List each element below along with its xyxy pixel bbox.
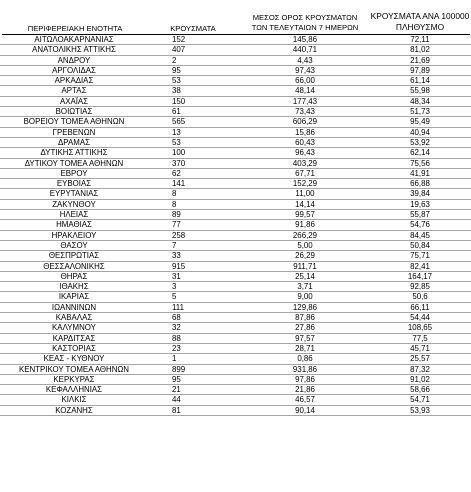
cases-per-100k-cell: 40,94 [410, 127, 430, 137]
table-body [0, 35, 471, 416]
region-name-cell: ΑΡΚΑΔΙΑΣ [54, 76, 94, 86]
region-name-cell: ΒΟΡΕΙΟΥ ΤΟΜΕΑ ΑΘΗΝΩΝ [23, 117, 125, 127]
table-row [0, 406, 471, 416]
seven-day-average-cell: 97,86 [295, 374, 315, 384]
seven-day-average-cell: 90,14 [295, 405, 315, 415]
cases-cell: 53 [172, 76, 181, 86]
seven-day-average-cell: 67,71 [295, 168, 315, 178]
seven-day-average-cell: 73,43 [295, 107, 315, 117]
table-row [0, 272, 471, 282]
table-row [0, 375, 471, 385]
seven-day-average-cell: 11,00 [295, 189, 315, 199]
seven-day-average-cell: 15,86 [295, 127, 315, 137]
region-name-cell: ΗΡΑΚΛΕΙΟΥ [51, 230, 97, 240]
cases-cell: 100 [172, 148, 186, 158]
seven-day-average-cell: 266,29 [292, 230, 318, 240]
header-per-100k-line-2: ΠΛΗΘΥΣΜΟ [395, 22, 445, 32]
cases-cell: 8 [172, 199, 177, 209]
cases-cell: 3 [172, 282, 177, 292]
cases-per-100k-cell: 97,89 [410, 65, 430, 75]
region-name-cell: ΚΟΖΑΝΗΣ [55, 405, 93, 415]
table-row [0, 45, 471, 55]
seven-day-average-cell: 931,86 [292, 364, 318, 374]
cases-cell: 150 [172, 96, 186, 106]
table-row [0, 344, 471, 354]
cases-cell: 111 [172, 302, 184, 312]
cases-cell: 565 [172, 117, 186, 127]
seven-day-average-cell: 60,43 [295, 137, 315, 147]
region-name-cell: ΔΥΤΙΚΗΣ ΑΤΤΙΚΗΣ [40, 148, 108, 158]
cases-per-100k-cell: 75,56 [410, 158, 430, 168]
cases-cell: 44 [172, 395, 181, 405]
table-row [0, 148, 471, 158]
region-name-cell: ΓΡΕΒΕΝΩΝ [52, 127, 96, 137]
cases-cell: 2 [172, 55, 177, 65]
cases-per-100k-cell: 50,84 [410, 240, 430, 250]
table-row [0, 334, 471, 344]
region-name-cell: ΙΚΑΡΙΑΣ [58, 292, 90, 302]
cases-per-100k-cell: 75,71 [410, 251, 430, 261]
region-name-cell: ΘΑΣΟΥ [60, 240, 88, 250]
region-name-cell: ΔΡΑΜΑΣ [58, 137, 90, 147]
region-name-cell: ΚΕΝΤΡΙΚΟΥ ΤΟΜΕΑ ΑΘΗΝΩΝ [18, 364, 130, 374]
region-name-cell: ΕΥΡΥΤΑΝΙΑΣ [49, 189, 99, 199]
cases-per-100k-cell: 25,57 [410, 354, 430, 364]
cases-per-100k-cell: 53,93 [410, 405, 430, 415]
table-row [0, 365, 471, 375]
region-name-cell: ΘΕΣΣΑΛΟΝΙΚΗΣ [43, 261, 105, 271]
header-average-line-2: ΤΩΝ ΤΕΛΕΥΤΑΙΩΝ 7 ΗΜΕΡΩΝ [251, 23, 359, 32]
table-row [0, 97, 471, 107]
seven-day-average-cell: 129,86 [292, 302, 318, 312]
region-name-cell: ΚΙΛΚΙΣ [61, 395, 87, 405]
seven-day-average-cell: 145,86 [292, 35, 318, 44]
region-name-cell: ΚΑΛΥΜΝΟΥ [52, 323, 96, 333]
cases-per-100k-cell: 58,66 [410, 385, 430, 395]
table-row [0, 107, 471, 117]
region-name-cell: ΗΜΑΘΙΑΣ [56, 220, 92, 230]
cases-cell: 21 [172, 385, 181, 395]
cases-per-100k-cell: 92,85 [410, 282, 430, 292]
table-row [0, 138, 471, 148]
cases-per-100k-cell: 66,88 [410, 179, 430, 189]
cases-cell: 62 [172, 168, 181, 178]
table-row [0, 66, 471, 76]
cases-per-100k-cell: 95,49 [410, 117, 430, 127]
region-name-cell: ΕΥΒΟΙΑΣ [56, 179, 92, 189]
seven-day-average-cell: 4,43 [297, 55, 313, 65]
cases-per-100k-cell: 55,87 [410, 210, 430, 220]
cases-per-100k-cell: 82,41 [410, 261, 430, 271]
cases-per-100k-cell: 62,14 [410, 148, 430, 158]
seven-day-average-cell: 606,29 [292, 117, 318, 127]
table-row [0, 128, 471, 138]
cases-cell: 7 [172, 240, 177, 250]
cases-per-100k-cell: 54,76 [410, 220, 430, 230]
region-name-cell: ΑΧΑΪΑΣ [59, 96, 89, 106]
cases-per-100k-cell: 54,71 [410, 395, 430, 405]
cases-cell: 31 [172, 271, 181, 281]
table-row [0, 231, 471, 241]
seven-day-average-cell: 440,71 [292, 45, 318, 55]
seven-day-average-cell: 152,29 [292, 179, 318, 189]
table-row [0, 200, 471, 210]
table-row [0, 251, 471, 261]
region-name-cell: ΑΙΤΩΛΟΑΚΑΡΝΑΝΙΑΣ [34, 35, 114, 44]
cases-per-100k-cell: 51,73 [410, 107, 430, 117]
cases-per-100k-cell: 87,32 [410, 364, 430, 374]
region-name-cell: ΒΟΙΩΤΙΑΣ [55, 107, 93, 117]
cases-per-100k-cell: 39,84 [410, 189, 430, 199]
cases-cell: 38 [172, 86, 181, 96]
region-name-cell: ΖΑΚΥΝΘΟΥ [52, 199, 96, 209]
seven-day-average-cell: 177,43 [292, 96, 318, 106]
table-row [0, 189, 471, 199]
table-row [0, 169, 471, 179]
region-name-cell: ΚΕΑΣ - ΚΥΘΝΟΥ [43, 354, 105, 364]
region-name-cell: ΔΥΤΙΚΟΥ ΤΟΜΕΑ ΑΘΗΝΩΝ [24, 158, 124, 168]
cases-per-100k-cell: 72,11 [410, 35, 430, 44]
cases-cell: 81 [172, 405, 181, 415]
region-name-cell: ΚΕΡΚΥΡΑΣ [53, 374, 95, 384]
region-name-cell: ΙΘΑΚΗΣ [59, 282, 89, 292]
cases-cell: 1 [172, 354, 177, 364]
header-region: ΠΕΡΙΦΕΡΕΙΑΚΗ ΕΝΟΤΗΤΑ [27, 24, 123, 33]
cases-per-100k-cell: 164,17 [407, 271, 433, 281]
cases-cell: 77 [172, 220, 181, 230]
region-name-cell: ΑΡΤΑΣ [61, 86, 87, 96]
seven-day-average-cell: 97,57 [295, 333, 315, 343]
table-row [0, 179, 471, 189]
table-row [0, 313, 471, 323]
region-name-cell: ΚΑΣΤΟΡΙΑΣ [52, 343, 96, 353]
cases-cell: 915 [172, 261, 186, 271]
cases-per-100k-cell: 53,92 [410, 137, 430, 147]
seven-day-average-cell: 66,00 [295, 76, 315, 86]
seven-day-average-cell: 48,14 [295, 86, 315, 96]
cases-cell: 899 [172, 364, 186, 374]
cases-cell: 5 [172, 292, 177, 302]
cases-cell: 32 [172, 323, 181, 333]
cases-per-100k-cell: 45,71 [410, 343, 430, 353]
region-name-cell: ΘΕΣΠΡΩΤΙΑΣ [48, 251, 100, 261]
cases-cell: 95 [172, 374, 181, 384]
cases-per-100k-cell: 50,6 [412, 292, 428, 302]
header-per-100k-line-1: ΚΡΟΥΣΜΑΤΑ ΑΝΑ 100000 [370, 11, 470, 21]
cases-per-100k-cell: 84,45 [410, 230, 430, 240]
region-name-cell: ΑΡΓΟΛΙΔΑΣ [52, 65, 96, 75]
cases-cell: 89 [172, 210, 181, 220]
seven-day-average-cell: 26,29 [295, 251, 315, 261]
region-name-cell: ΗΛΕΙΑΣ [59, 210, 89, 220]
region-name-cell: ΚΑΒΑΛΑΣ [55, 313, 93, 323]
header-average-line-1: ΜΕΣΟΣ ΟΡΟΣ ΚΡΟΥΣΜΑΤΩΝ [252, 13, 358, 22]
seven-day-average-cell: 87,86 [295, 313, 315, 323]
cases-cell: 88 [172, 333, 181, 343]
cases-per-100k-cell: 61,14 [410, 76, 430, 86]
region-name-cell: ΕΒΡΟΥ [60, 168, 88, 178]
seven-day-average-cell: 911,71 [293, 261, 317, 271]
cases-per-100k-cell: 21,69 [410, 55, 430, 65]
cases-cell: 8 [172, 189, 177, 199]
seven-day-average-cell: 27,86 [295, 323, 315, 333]
table-row [0, 241, 471, 251]
table-row [0, 86, 471, 96]
seven-day-average-cell: 5,00 [297, 240, 313, 250]
cases-per-100k-cell: 66,11 [410, 302, 430, 312]
cases-cell: 141 [172, 179, 186, 189]
cases-cell: 258 [172, 230, 186, 240]
seven-day-average-cell: 3,71 [297, 282, 313, 292]
table-row [0, 35, 471, 45]
cases-per-100k-cell: 54,44 [410, 313, 430, 323]
cases-cell: 23 [172, 343, 181, 353]
table-row [0, 117, 471, 127]
cases-per-100k-cell: 41,91 [410, 168, 430, 178]
cases-cell: 152 [172, 35, 186, 44]
seven-day-average-cell: 28,71 [295, 343, 315, 353]
cases-per-100k-cell: 108,65 [407, 323, 433, 333]
seven-day-average-cell: 0,86 [297, 354, 313, 364]
seven-day-average-cell: 14,14 [295, 199, 315, 209]
table-row [0, 323, 471, 333]
cases-cell: 407 [172, 45, 186, 55]
table-row [0, 303, 471, 313]
table-row [0, 159, 471, 169]
cases-cell: 53 [172, 137, 181, 147]
cases-cell: 68 [172, 313, 181, 323]
region-name-cell: ΙΩΑΝΝΙΝΩΝ [51, 302, 97, 312]
seven-day-average-cell: 97,43 [295, 65, 315, 75]
table-row [0, 76, 471, 86]
cases-per-100k-cell: 19,63 [410, 199, 430, 209]
table-row [0, 210, 471, 220]
table-row [0, 220, 471, 230]
seven-day-average-cell: 9,00 [297, 292, 313, 302]
seven-day-average-cell: 46,57 [295, 395, 315, 405]
seven-day-average-cell: 21,86 [295, 385, 315, 395]
seven-day-average-cell: 96,43 [295, 148, 315, 158]
cases-cell: 370 [172, 158, 186, 168]
table-row [0, 292, 471, 302]
table-row [0, 385, 471, 395]
region-name-cell: ΑΝΔΡΟΥ [57, 55, 91, 65]
region-name-cell: ΚΑΡΔΙΤΣΑΣ [52, 333, 96, 343]
table-row [0, 56, 471, 66]
seven-day-average-cell: 403,29 [292, 158, 318, 168]
cases-cell: 95 [172, 65, 181, 75]
table-row [0, 282, 471, 292]
seven-day-average-cell: 25,14 [295, 271, 315, 281]
cases-cell: 13 [172, 127, 181, 137]
region-name-cell: ΚΕΦΑΛΛΗΝΙΑΣ [45, 385, 103, 395]
cases-cell: 61 [172, 107, 181, 117]
cases-per-100k-cell: 91,02 [410, 374, 430, 384]
region-name-cell: ΑΝΑΤΟΛΙΚΗΣ ΑΤΤΙΚΗΣ [32, 45, 116, 55]
cases-per-100k-cell: 48,34 [410, 96, 430, 106]
region-name-cell: ΘΗΡΑΣ [60, 271, 88, 281]
cases-per-100k-cell: 77,5 [412, 333, 428, 343]
cases-per-100k-cell: 81,02 [410, 45, 430, 55]
seven-day-average-cell: 99,57 [295, 210, 315, 220]
header-cases: ΚΡΟΥΣΜΑΤΑ [170, 24, 216, 33]
cases-per-100k-cell: 55,98 [410, 86, 430, 96]
seven-day-average-cell: 91,86 [295, 220, 315, 230]
table-row [0, 262, 471, 272]
table-row [0, 395, 471, 405]
table-row [0, 354, 471, 364]
cases-cell: 33 [172, 251, 181, 261]
